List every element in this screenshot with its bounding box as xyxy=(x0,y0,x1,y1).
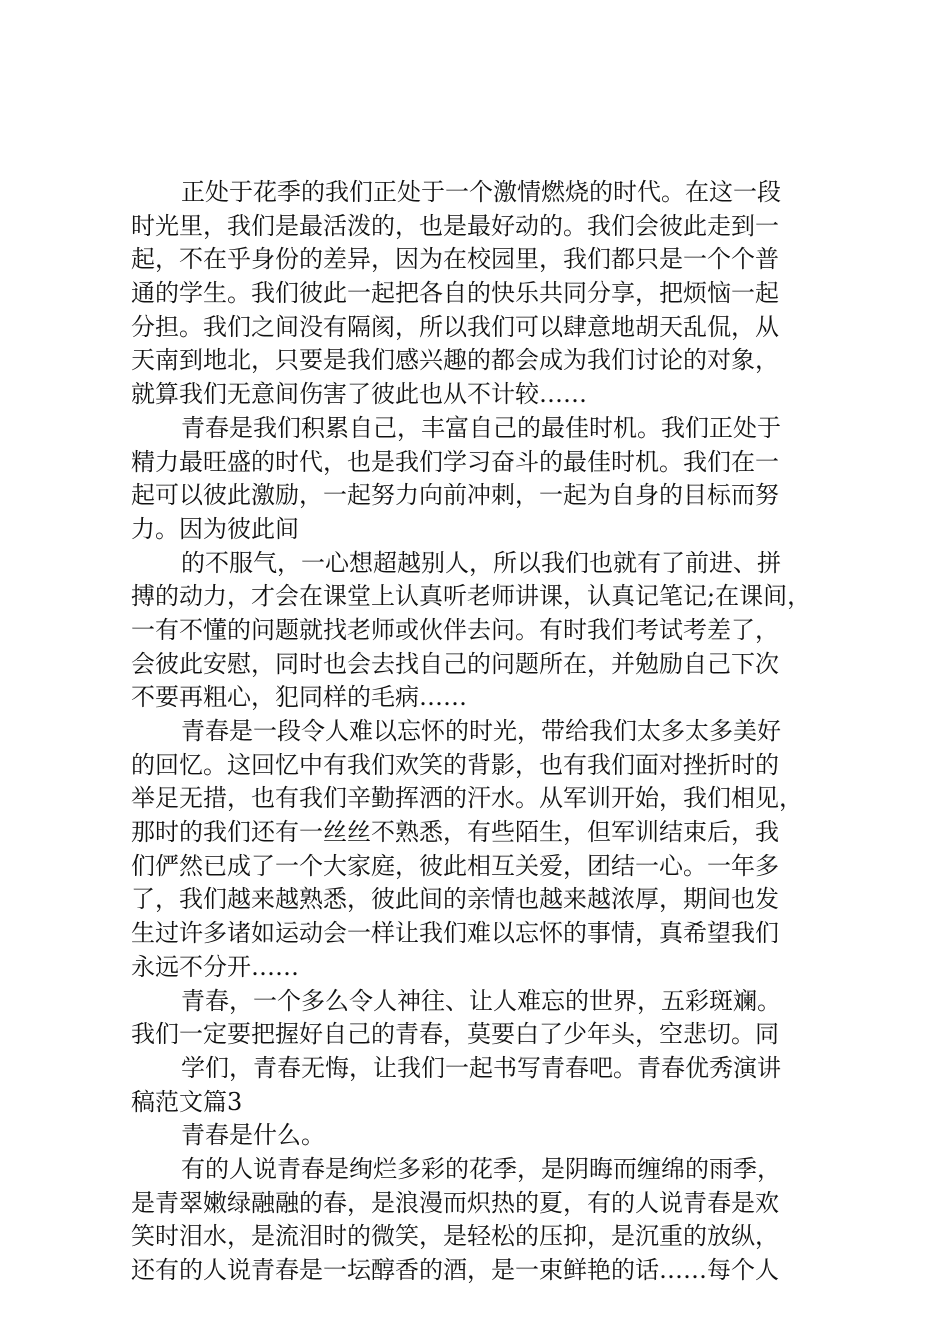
text-line: 搏的动力，才会在课堂上认真听老师讲课，认真记笔记;在课间， xyxy=(131,582,812,611)
text-line: 笑时泪水，是流泪时的微笑，是轻松的压抑，是沉重的放纵， xyxy=(131,1222,779,1251)
text-line: 青春，一个多么令人神往、让人难忘的世界，五彩斑斓。 xyxy=(181,986,781,1015)
text-line: 力。因为彼此间 xyxy=(131,514,299,543)
text-line: 时光里，我们是最活泼的，也是最好动的。我们会彼此走到一 xyxy=(131,211,779,240)
text-line: 举足无措，也有我们辛勤挥洒的汗水。从军训开始，我们相见， xyxy=(131,784,803,813)
text-line: 的不服气，一心想超越别人，所以我们也就有了前进、拼 xyxy=(181,548,781,577)
text-line: 青春是我们积累自己，丰富自己的最佳时机。我们正处于 xyxy=(181,413,781,442)
text-line: 分担。我们之间没有隔阂，所以我们可以肆意地胡天乱侃，从 xyxy=(131,312,779,341)
text-line: 起可以彼此激励，一起努力向前冲刺，一起为自身的目标而努 xyxy=(131,481,779,510)
text-line: 了，我们越来越熟悉，彼此间的亲情也越来越浓厚，期间也发 xyxy=(131,885,779,914)
text-line: 生过许多诸如运动会一样让我们难以忘怀的事情，真希望我们 xyxy=(131,919,779,948)
text-line: 的回忆。这回忆中有我们欢笑的背影，也有我们面对挫折时的 xyxy=(131,750,779,779)
text-line: 通的学生。我们彼此一起把各自的快乐共同分享，把烦恼一起 xyxy=(131,279,779,308)
text-line: 永远不分开…… xyxy=(131,952,299,981)
text-line: 有的人说青春是绚烂多彩的花季，是阴晦而缠绵的雨季， xyxy=(181,1154,781,1183)
text-line: 一有不懂的问题就找老师或伙伴去问。有时我们考试考差了， xyxy=(131,615,779,644)
text-line: 就算我们无意间伤害了彼此也从不计较…… xyxy=(131,380,587,409)
text-line: 天南到地北，只要是我们感兴趣的都会成为我们讨论的对象， xyxy=(131,346,779,375)
text-line: 会彼此安慰，同时也会去找自己的问题所在，并勉励自己下次 xyxy=(131,649,779,678)
text-line: 是青翠嫩绿融融的春，是浪漫而炽热的夏，有的人说青春是欢 xyxy=(131,1188,779,1217)
text-line: 还有的人说青春是一坛醇香的酒，是一束鲜艳的话……每个人 xyxy=(131,1256,779,1284)
text-line: 青春是什么。 xyxy=(181,1121,325,1150)
text-line: 稿范文篇3 xyxy=(131,1087,243,1116)
text-line: 学们，青春无悔，让我们一起书写青春吧。青春优秀演讲 xyxy=(181,1053,781,1082)
text-line: 正处于花季的我们正处于一个激情燃烧的时代。在这一段 xyxy=(181,178,781,206)
text-line: 精力最旺盛的时代，也是我们学习奋斗的最佳时机。我们在一 xyxy=(131,447,779,476)
text-line: 不要再粗心，犯同样的毛病…… xyxy=(131,683,467,712)
text-line: 青春是一段令人难以忘怀的时光，带给我们太多太多美好 xyxy=(181,717,781,745)
body-text xyxy=(131,176,831,1288)
text-line: 我们一定要把握好自己的青春，莫要白了少年头，空悲切。同 xyxy=(131,1020,779,1049)
text-line: 起，不在乎身份的差异，因为在校园里，我们都只是一个个普 xyxy=(131,245,779,274)
text-line: 那时的我们还有一丝丝不熟悉，有些陌生，但军训结束后，我 xyxy=(131,818,779,847)
text-line: 们俨然已成了一个大家庭，彼此相互关爱，团结一心。一年多 xyxy=(131,851,779,880)
